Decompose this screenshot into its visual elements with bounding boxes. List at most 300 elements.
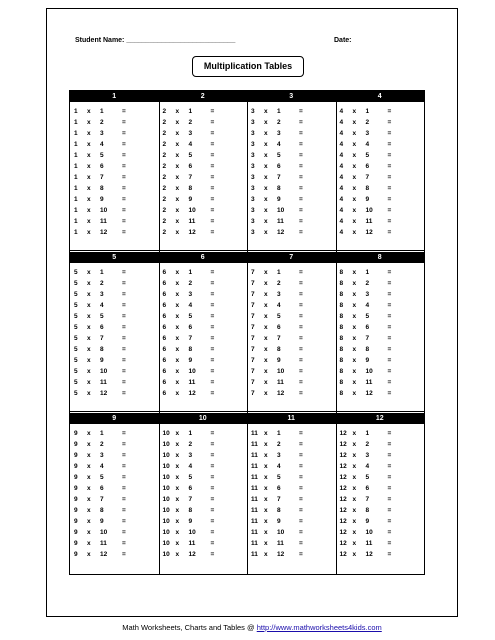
fact-row bbox=[251, 278, 336, 289]
multiplier: 11 bbox=[277, 218, 284, 225]
equals-sign: = bbox=[122, 368, 126, 375]
times-sign: x bbox=[87, 441, 91, 448]
multiplicand: 10 bbox=[162, 452, 170, 459]
times-sign: x bbox=[175, 141, 180, 148]
equals-sign: = bbox=[122, 280, 126, 287]
multiplicand: 5 bbox=[74, 269, 78, 276]
equals-sign: = bbox=[299, 485, 303, 492]
fact-row bbox=[340, 333, 425, 344]
multiplicand: 11 bbox=[251, 452, 258, 459]
multiplier: 11 bbox=[277, 379, 284, 386]
multiplier: 3 bbox=[277, 452, 281, 459]
equals-sign: = bbox=[122, 335, 126, 342]
multiplier: 3 bbox=[100, 291, 104, 298]
multiplier: 2 bbox=[100, 280, 104, 287]
times-sign: x bbox=[175, 496, 180, 503]
fact-row bbox=[74, 516, 159, 527]
fact-row bbox=[340, 128, 425, 139]
equals-sign: = bbox=[210, 335, 215, 342]
equals-sign: = bbox=[122, 324, 126, 331]
multiplier: 3 bbox=[188, 291, 193, 298]
multiplier: 4 bbox=[277, 463, 281, 470]
equals-sign: = bbox=[387, 346, 392, 353]
fact-row bbox=[74, 106, 159, 117]
times-sign: x bbox=[264, 474, 268, 481]
multiplier: 7 bbox=[277, 335, 281, 342]
multiplier: 8 bbox=[277, 185, 281, 192]
equals-sign: = bbox=[387, 335, 392, 342]
multiplier: 1 bbox=[100, 269, 104, 276]
times-sign: x bbox=[87, 218, 91, 225]
times-sign: x bbox=[352, 335, 357, 342]
multiplicand: 10 bbox=[162, 474, 170, 481]
multiplier: 3 bbox=[365, 452, 370, 459]
multiplicand: 8 bbox=[339, 335, 344, 342]
equals-sign: = bbox=[210, 196, 215, 203]
fact-row bbox=[74, 139, 159, 150]
times-sign: x bbox=[175, 130, 180, 137]
times-table-5 bbox=[70, 252, 159, 413]
equals-sign: = bbox=[387, 174, 392, 181]
multiplier: 2 bbox=[365, 280, 370, 287]
multiplier: 9 bbox=[100, 196, 104, 203]
multiplicand: 11 bbox=[251, 507, 258, 514]
multiplicand: 7 bbox=[251, 335, 255, 342]
fact-row bbox=[251, 516, 336, 527]
fact-row bbox=[340, 117, 425, 128]
multiplicand: 4 bbox=[339, 163, 344, 170]
times-sign: x bbox=[352, 218, 357, 225]
multiplicand: 7 bbox=[251, 357, 255, 364]
times-sign: x bbox=[87, 540, 91, 547]
fact-row bbox=[340, 461, 425, 472]
multiplier: 2 bbox=[277, 280, 281, 287]
date-label: Date: bbox=[334, 37, 352, 44]
equals-sign: = bbox=[387, 496, 392, 503]
equals-sign: = bbox=[122, 174, 126, 181]
multiplicand: 10 bbox=[162, 507, 170, 514]
equals-sign: = bbox=[387, 302, 392, 309]
equals-sign: = bbox=[299, 507, 303, 514]
times-sign: x bbox=[352, 551, 357, 558]
multiplicand: 8 bbox=[339, 368, 344, 375]
fact-row bbox=[251, 461, 336, 472]
equals-sign: = bbox=[122, 379, 126, 386]
multiplier: 5 bbox=[188, 474, 193, 481]
fact-row bbox=[163, 322, 248, 333]
times-sign: x bbox=[175, 302, 180, 309]
fact-row bbox=[74, 128, 159, 139]
multiplier: 8 bbox=[100, 185, 104, 192]
times-sign: x bbox=[352, 357, 357, 364]
times-sign: x bbox=[175, 108, 180, 115]
fact-row bbox=[163, 183, 248, 194]
times-sign: x bbox=[264, 108, 268, 115]
multiplier: 2 bbox=[277, 441, 281, 448]
multiplicand: 12 bbox=[339, 518, 347, 525]
times-sign: x bbox=[352, 496, 357, 503]
fact-row bbox=[163, 205, 248, 216]
times-sign: x bbox=[175, 368, 180, 375]
fact-row bbox=[251, 355, 336, 366]
multiplier: 11 bbox=[188, 218, 196, 225]
multiplicand: 3 bbox=[251, 196, 255, 203]
equals-sign: = bbox=[387, 357, 392, 364]
equals-sign: = bbox=[387, 185, 392, 192]
multiplier: 12 bbox=[277, 390, 285, 397]
fact-row bbox=[163, 439, 248, 450]
multiplier: 9 bbox=[365, 196, 370, 203]
multiplicand: 7 bbox=[251, 324, 255, 331]
fact-row bbox=[74, 333, 159, 344]
multiplier: 10 bbox=[188, 207, 196, 214]
multiplier: 2 bbox=[277, 119, 281, 126]
equals-sign: = bbox=[299, 346, 303, 353]
fact-row bbox=[163, 538, 248, 549]
fact-row bbox=[251, 311, 336, 322]
multiplier: 4 bbox=[277, 302, 281, 309]
multiplicand: 10 bbox=[162, 430, 170, 437]
multiplicand: 12 bbox=[339, 485, 347, 492]
times-sign: x bbox=[352, 163, 357, 170]
multiplier: 2 bbox=[365, 441, 370, 448]
multiplicand: 2 bbox=[162, 108, 167, 115]
multiplicand: 10 bbox=[162, 540, 170, 547]
equals-sign: = bbox=[299, 207, 303, 214]
multiplicand: 1 bbox=[74, 196, 78, 203]
multiplicand: 11 bbox=[251, 540, 258, 547]
multiplier: 1 bbox=[100, 430, 104, 437]
equals-sign: = bbox=[299, 441, 303, 448]
multiplier: 10 bbox=[277, 529, 285, 536]
times-table-8 bbox=[336, 252, 425, 413]
multiplier: 8 bbox=[188, 346, 193, 353]
multiplicand: 4 bbox=[339, 218, 344, 225]
fact-row bbox=[74, 216, 159, 227]
multiplier: 5 bbox=[100, 313, 104, 320]
fact-row bbox=[74, 150, 159, 161]
times-sign: x bbox=[175, 280, 180, 287]
fact-row bbox=[163, 516, 248, 527]
times-sign: x bbox=[87, 368, 91, 375]
equals-sign: = bbox=[387, 551, 392, 558]
equals-sign: = bbox=[299, 108, 303, 115]
multiplier: 8 bbox=[188, 507, 193, 514]
multiplicand: 1 bbox=[74, 185, 78, 192]
equals-sign: = bbox=[122, 551, 126, 558]
fact-row bbox=[163, 227, 248, 238]
equals-sign: = bbox=[299, 474, 303, 481]
times-sign: x bbox=[87, 119, 91, 126]
multiplier: 6 bbox=[188, 324, 193, 331]
equals-sign: = bbox=[387, 518, 392, 525]
equals-sign: = bbox=[387, 313, 392, 320]
equals-sign: = bbox=[122, 496, 126, 503]
times-sign: x bbox=[87, 130, 91, 137]
multiplicand: 10 bbox=[162, 441, 170, 448]
times-sign: x bbox=[175, 269, 180, 276]
fact-row bbox=[340, 549, 425, 560]
footer-text: Math Worksheets, Charts and Tables @ bbox=[122, 623, 257, 632]
fact-row bbox=[163, 472, 248, 483]
fact-row bbox=[74, 117, 159, 128]
multiplicand: 7 bbox=[251, 269, 255, 276]
times-sign: x bbox=[352, 207, 357, 214]
multiplier: 3 bbox=[277, 291, 281, 298]
multiplicand: 1 bbox=[74, 174, 78, 181]
worksheet-header bbox=[75, 37, 415, 51]
multiplicand: 5 bbox=[74, 368, 78, 375]
student-name-label: Student Name: ____________________________ bbox=[75, 37, 236, 44]
multiplicand: 3 bbox=[251, 163, 255, 170]
times-sign: x bbox=[87, 280, 91, 287]
fact-row bbox=[74, 161, 159, 172]
times-sign: x bbox=[352, 108, 357, 115]
multiplier: 5 bbox=[100, 152, 104, 159]
multiplicand: 9 bbox=[74, 496, 78, 503]
fact-row bbox=[163, 150, 248, 161]
footer-link[interactable]: http://www.mathworksheets4kids.com bbox=[256, 623, 382, 632]
fact-row bbox=[251, 139, 336, 150]
times-sign: x bbox=[264, 441, 268, 448]
times-sign: x bbox=[87, 229, 91, 236]
multiplier: 6 bbox=[277, 485, 281, 492]
fact-row bbox=[251, 289, 336, 300]
fact-row bbox=[251, 450, 336, 461]
multiplier: 1 bbox=[188, 108, 193, 115]
fact-row bbox=[340, 377, 425, 388]
multiplier: 5 bbox=[188, 152, 193, 159]
equals-sign: = bbox=[210, 119, 215, 126]
equals-sign: = bbox=[210, 551, 215, 558]
equals-sign: = bbox=[299, 185, 303, 192]
equals-sign: = bbox=[299, 174, 303, 181]
multiplicand: 6 bbox=[162, 379, 167, 386]
times-sign: x bbox=[87, 518, 91, 525]
equals-sign: = bbox=[210, 324, 215, 331]
times-sign: x bbox=[87, 379, 91, 386]
fact-row bbox=[251, 227, 336, 238]
multiplier: 8 bbox=[277, 507, 281, 514]
equals-sign: = bbox=[122, 507, 126, 514]
multiplicand: 2 bbox=[162, 119, 167, 126]
multiplicand: 8 bbox=[339, 390, 344, 397]
multiplicand: 9 bbox=[74, 485, 78, 492]
multiplicand: 10 bbox=[162, 496, 170, 503]
multiplier: 12 bbox=[188, 229, 196, 236]
multiplicand: 9 bbox=[74, 441, 78, 448]
equals-sign: = bbox=[210, 357, 215, 364]
multiplicand: 5 bbox=[74, 280, 78, 287]
table-header: 6 bbox=[159, 252, 248, 263]
times-sign: x bbox=[264, 324, 268, 331]
times-table-6 bbox=[159, 252, 248, 413]
fact-row bbox=[340, 194, 425, 205]
equals-sign: = bbox=[122, 269, 126, 276]
fact-row bbox=[74, 278, 159, 289]
multiplier: 8 bbox=[365, 507, 370, 514]
equals-sign: = bbox=[387, 218, 392, 225]
multiplier: 10 bbox=[365, 207, 373, 214]
multiplicand: 5 bbox=[74, 302, 78, 309]
multiplier: 7 bbox=[188, 496, 193, 503]
equals-sign: = bbox=[387, 196, 392, 203]
multiplier: 11 bbox=[277, 540, 284, 547]
multiplicand: 3 bbox=[251, 119, 255, 126]
times-sign: x bbox=[352, 507, 357, 514]
equals-sign: = bbox=[387, 441, 392, 448]
equals-sign: = bbox=[122, 302, 126, 309]
equals-sign: = bbox=[387, 163, 392, 170]
multiplier: 12 bbox=[365, 390, 373, 397]
multiplier: 2 bbox=[188, 119, 193, 126]
times-sign: x bbox=[264, 196, 268, 203]
table-header: 7 bbox=[247, 252, 336, 263]
times-sign: x bbox=[264, 269, 268, 276]
equals-sign: = bbox=[387, 141, 392, 148]
times-sign: x bbox=[352, 313, 357, 320]
fact-row bbox=[74, 461, 159, 472]
times-sign: x bbox=[87, 463, 91, 470]
multiplicand: 6 bbox=[162, 280, 167, 287]
times-sign: x bbox=[352, 196, 357, 203]
fact-row bbox=[251, 205, 336, 216]
fact-row bbox=[163, 128, 248, 139]
multiplier: 6 bbox=[100, 485, 104, 492]
times-sign: x bbox=[264, 302, 268, 309]
multiplier: 3 bbox=[100, 130, 104, 137]
times-sign: x bbox=[264, 280, 268, 287]
multiplicand: 10 bbox=[162, 463, 170, 470]
times-sign: x bbox=[352, 368, 357, 375]
multiplicand: 12 bbox=[339, 496, 347, 503]
fact-row bbox=[163, 450, 248, 461]
multiplier: 7 bbox=[277, 174, 281, 181]
times-sign: x bbox=[264, 207, 268, 214]
times-sign: x bbox=[175, 346, 180, 353]
times-sign: x bbox=[264, 174, 268, 181]
multiplicand: 7 bbox=[251, 313, 255, 320]
times-sign: x bbox=[175, 196, 180, 203]
times-sign: x bbox=[87, 452, 91, 459]
multiplier: 5 bbox=[365, 152, 370, 159]
multiplicand: 2 bbox=[162, 196, 167, 203]
multiplier: 4 bbox=[188, 463, 193, 470]
equals-sign: = bbox=[299, 463, 303, 470]
fact-row bbox=[251, 117, 336, 128]
fact-row bbox=[163, 333, 248, 344]
multiplicand: 1 bbox=[74, 207, 78, 214]
fact-row bbox=[163, 117, 248, 128]
times-sign: x bbox=[264, 141, 268, 148]
multiplicand: 4 bbox=[339, 229, 344, 236]
times-sign: x bbox=[264, 291, 268, 298]
multiplicand: 6 bbox=[162, 302, 167, 309]
equals-sign: = bbox=[122, 529, 126, 536]
fact-row bbox=[251, 344, 336, 355]
fact-row bbox=[163, 267, 248, 278]
fact-row bbox=[251, 505, 336, 516]
times-sign: x bbox=[87, 196, 91, 203]
equals-sign: = bbox=[210, 269, 215, 276]
times-sign: x bbox=[87, 430, 91, 437]
times-sign: x bbox=[175, 207, 180, 214]
multiplier: 4 bbox=[365, 463, 370, 470]
times-sign: x bbox=[264, 130, 268, 137]
multiplicand: 7 bbox=[251, 302, 255, 309]
fact-row bbox=[340, 516, 425, 527]
multiplier: 7 bbox=[277, 496, 281, 503]
multiplier: 8 bbox=[277, 346, 281, 353]
fact-row bbox=[74, 355, 159, 366]
multiplicand: 12 bbox=[339, 551, 347, 558]
equals-sign: = bbox=[122, 540, 126, 547]
times-sign: x bbox=[175, 163, 180, 170]
equals-sign: = bbox=[210, 163, 215, 170]
times-sign: x bbox=[264, 463, 268, 470]
equals-sign: = bbox=[387, 474, 392, 481]
fact-row bbox=[163, 300, 248, 311]
times-sign: x bbox=[87, 108, 91, 115]
multiplicand: 3 bbox=[251, 130, 255, 137]
multiplier: 6 bbox=[365, 485, 370, 492]
multiplicand: 11 bbox=[251, 529, 258, 536]
times-sign: x bbox=[352, 474, 357, 481]
equals-sign: = bbox=[210, 207, 215, 214]
multiplicand: 9 bbox=[74, 518, 78, 525]
times-sign: x bbox=[352, 379, 357, 386]
times-sign: x bbox=[87, 313, 91, 320]
fact-row bbox=[251, 128, 336, 139]
fact-row bbox=[74, 227, 159, 238]
fact-row bbox=[74, 344, 159, 355]
times-sign: x bbox=[352, 463, 357, 470]
worksheet-title: Multiplication Tables bbox=[192, 56, 304, 77]
multiplicand: 5 bbox=[74, 357, 78, 364]
equals-sign: = bbox=[387, 119, 392, 126]
multiplicand: 8 bbox=[339, 280, 344, 287]
multiplicand: 12 bbox=[339, 540, 347, 547]
fact-row bbox=[340, 139, 425, 150]
times-sign: x bbox=[175, 518, 180, 525]
multiplier: 11 bbox=[100, 540, 107, 547]
multiplicand: 8 bbox=[339, 357, 344, 364]
equals-sign: = bbox=[210, 313, 215, 320]
multiplicand: 1 bbox=[74, 141, 78, 148]
equals-sign: = bbox=[122, 357, 126, 364]
times-sign: x bbox=[175, 313, 180, 320]
multiplication-grid bbox=[69, 90, 425, 575]
fact-row bbox=[251, 439, 336, 450]
multiplicand: 6 bbox=[162, 357, 167, 364]
multiplier: 12 bbox=[365, 551, 373, 558]
equals-sign: = bbox=[122, 346, 126, 353]
equals-sign: = bbox=[122, 119, 126, 126]
fact-row bbox=[340, 366, 425, 377]
equals-sign: = bbox=[210, 441, 215, 448]
fact-row bbox=[340, 428, 425, 439]
fact-row bbox=[163, 344, 248, 355]
multiplicand: 10 bbox=[162, 551, 170, 558]
times-sign: x bbox=[264, 430, 268, 437]
table-header: 2 bbox=[159, 91, 248, 102]
equals-sign: = bbox=[210, 302, 215, 309]
equals-sign: = bbox=[210, 280, 215, 287]
multiplicand: 1 bbox=[74, 229, 78, 236]
fact-row bbox=[74, 494, 159, 505]
multiplicand: 9 bbox=[74, 529, 78, 536]
times-sign: x bbox=[87, 507, 91, 514]
